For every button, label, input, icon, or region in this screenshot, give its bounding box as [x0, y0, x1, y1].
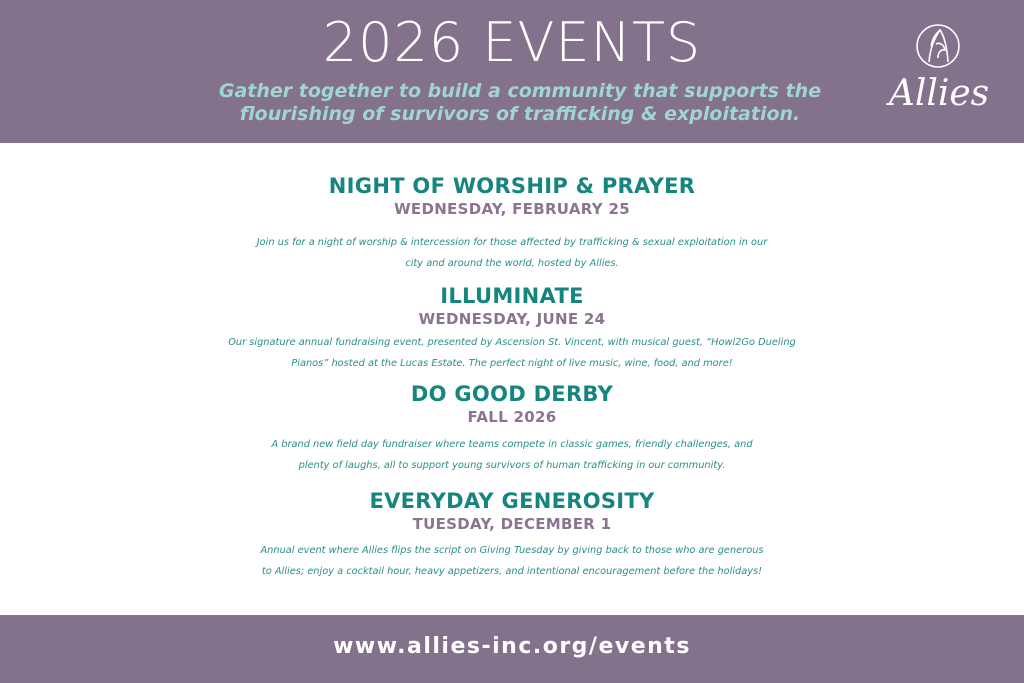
event-date: FALL 2026: [467, 408, 557, 426]
event-item: [0, 380, 1024, 476]
header-band: [0, 0, 1024, 143]
footer-band: [0, 615, 1024, 683]
event-item: [0, 172, 1024, 274]
event-item: [0, 282, 1024, 374]
event-date: WEDNESDAY, JUNE 24: [418, 310, 606, 328]
events-url-link[interactable]: www.allies-inc.org/events: [333, 634, 691, 659]
event-description-line: Annual event where Allies flips the script on Giving Tuesday by giving back to those who are generous: [260, 545, 764, 556]
event-title: DO GOOD DERBY: [410, 382, 614, 406]
event-date: TUESDAY, DECEMBER 1: [412, 515, 612, 533]
event-description-line: to Allies; enjoy a cocktail hour, heavy appetizers, and intentional encouragement before the holidays!: [261, 566, 763, 577]
events-list: [0, 172, 1024, 582]
tagline: [140, 80, 900, 126]
allies-logo-text: Allies: [888, 73, 990, 114]
tagline-line: Gather together to build a community that supports the: [218, 80, 822, 102]
event-description-line: Pianos” hosted at the Lucas Estate. The perfect night of live music, wine, food, and more!: [291, 358, 733, 369]
event-item: [0, 487, 1024, 582]
allies-logo: [884, 22, 994, 122]
event-title: NIGHT OF WORSHIP & PRAYER: [328, 174, 696, 198]
event-date: WEDNESDAY, FEBRUARY 25: [394, 200, 630, 218]
event-description: [0, 332, 1024, 374]
allies-logo-mark-icon: [914, 22, 962, 70]
event-description: [0, 540, 1024, 582]
event-title: EVERYDAY GENEROSITY: [369, 489, 655, 513]
event-description-line: A brand new field day fundraiser where teams compete in classic games, friendly challenges, and: [271, 439, 753, 450]
event-title: ILLUMINATE: [440, 284, 584, 308]
event-description-line: Join us for a night of worship & intercession for those affected by trafficking & sexual exploitation in our: [256, 237, 768, 248]
event-description: [0, 232, 1024, 274]
page-title: 2026 EVENTS: [322, 11, 702, 74]
event-description: [0, 434, 1024, 476]
event-description-line: city and around the world, hosted by Allies.: [405, 258, 619, 269]
tagline-line: flourishing of survivors of trafficking & exploitation.: [239, 103, 801, 125]
event-description-line: Our signature annual fundraising event, presented by Ascension St. Vincent, with musical guest, “Howl2Go Dueling: [228, 337, 796, 348]
event-description-line: plenty of laughs, all to support young survivors of human trafficking in our community.: [298, 460, 726, 471]
